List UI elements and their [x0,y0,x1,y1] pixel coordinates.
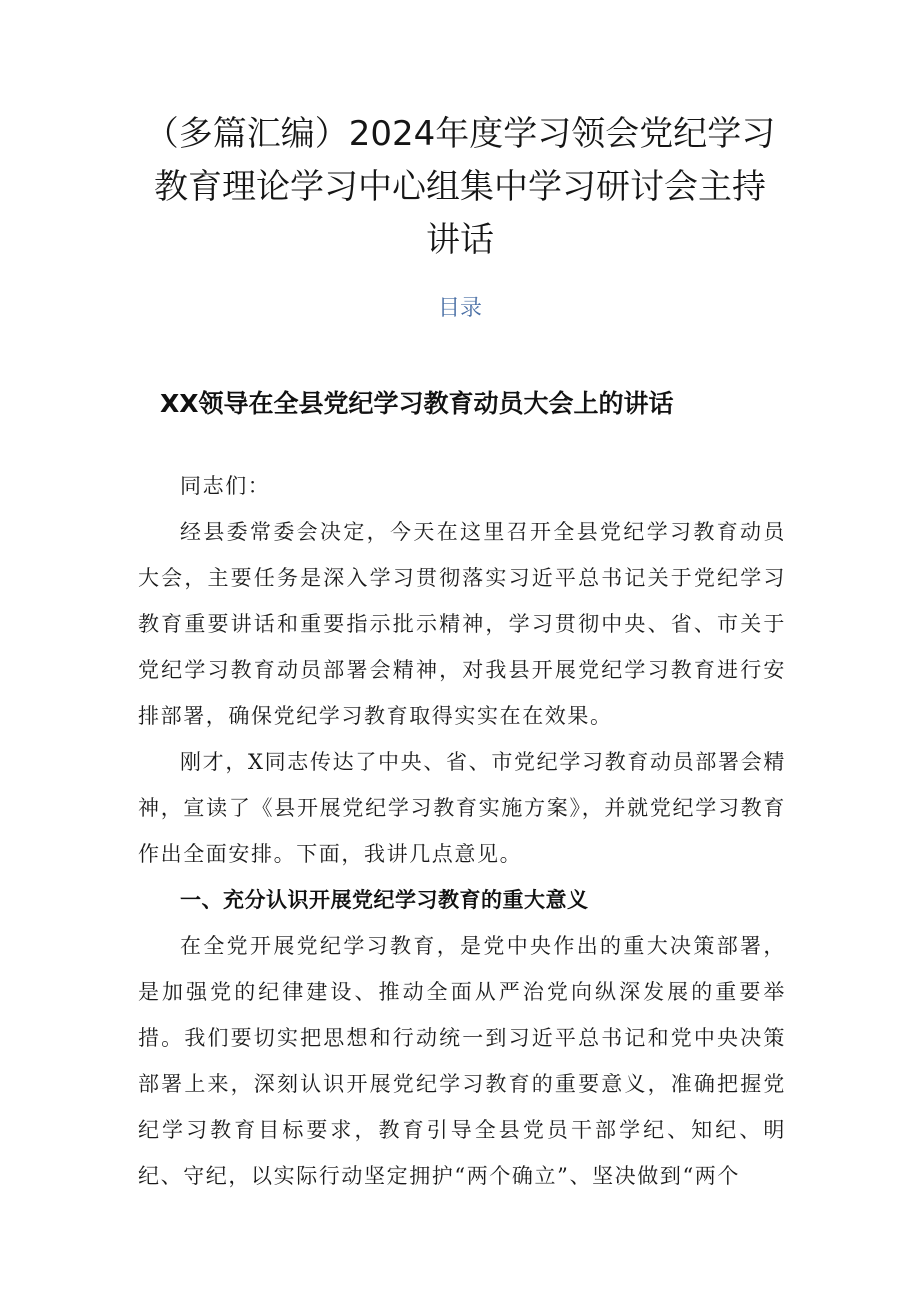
section-title: XX领导在全县党纪学习教育动员大会上的讲话 [160,389,674,418]
body-paragraph: 在全党开展党纪学习教育，是党中央作出的重大决策部署，是加强党的纪律建设、推动全面从严治党向纵深发展的重要举措。我们要切实把思想和行动统一到习近平总书记和党中央决策部署上来，深刻认识开展党纪学习教育的重要意义，准确把握党纪学习教育目标要求，教育引导全县党员干部学纪、知纪、明纪、守纪，以实际行动坚定拥护“两个确立”、坚决做到“两个 [138,934,786,1188]
body-paragraph: 经县委常委会决定，今天在这里召开全县党纪学习教育动员大会，主要任务是深入学习贯彻落实习近平总书记关于党纪学习教育重要讲话和重要指示批示精神，学习贯彻中央、省、市关于党纪学习教育动员部署会精神，对我县开展党纪学习教育进行安排部署，确保党纪学习教育取得实实在在效果。 [138,520,786,728]
body-paragraph: 刚才，X同志传达了中央、省、市党纪学习教育动员部署会精神，宣读了《县开展党纪学习教育实施方案》，并就党纪学习教育作出全面安排。下面，我讲几点意见。 [138,750,786,866]
sub-heading: 一、充分认识开展党纪学习教育的重大意义 [180,888,589,912]
document-body [138,463,786,1199]
title-line: （多篇汇编）2024年度学习领会党纪学习 [144,114,776,154]
toc-heading[interactable]: 目录 [437,296,482,321]
title-line: 讲话 [426,220,494,260]
salutation: 同志们： [180,474,271,498]
title-line: 教育理论学习中心组集中学习研讨会主持 [154,167,766,207]
document-title [90,108,830,267]
